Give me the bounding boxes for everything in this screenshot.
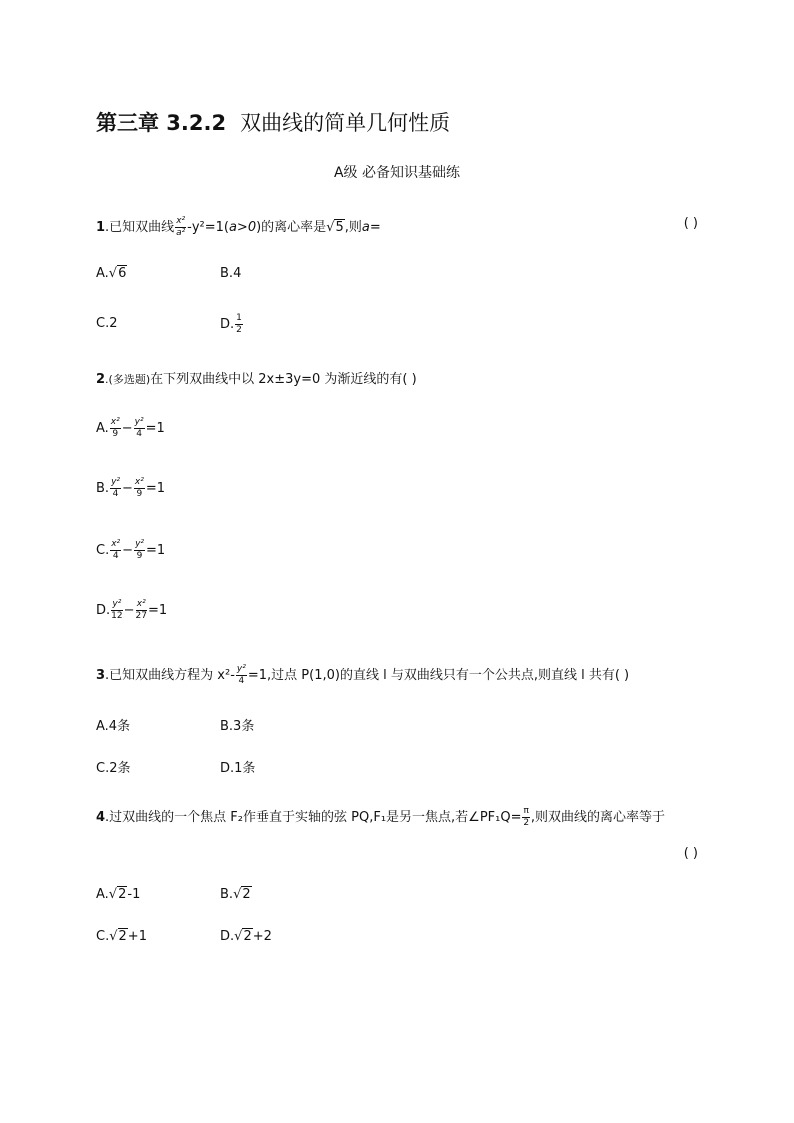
fraction-numerator: x² [136, 599, 146, 609]
fraction-numerator: y² [134, 417, 144, 427]
question-text: .已知双曲线方程为 x²- [105, 668, 235, 683]
fraction-numerator: x² [111, 539, 121, 549]
fraction-denominator: 4 [112, 489, 119, 499]
option-tail: +1 [127, 929, 147, 944]
question-number: 4 [96, 810, 106, 825]
fraction-denominator: 2 [523, 818, 530, 828]
fraction-numerator: y² [112, 599, 122, 609]
option-c[interactable]: C. $\frac{\text{x²}}{4}$ − $\frac{\text{y²}}{9}$ =1 [96, 539, 166, 561]
equation-tail: =1 [146, 543, 166, 558]
fraction-numerator: x² [176, 216, 186, 226]
answer-bracket: ( ) [683, 846, 698, 861]
fraction-numerator: x² [110, 417, 120, 427]
fraction [522, 807, 529, 828]
lesson-name: 双曲线的简单几何性质 [240, 111, 451, 135]
fraction [134, 418, 145, 439]
answer-bracket: ( ) [683, 216, 698, 231]
option-c[interactable]: C.2条 [96, 761, 131, 776]
fraction-numerator: y² [135, 539, 144, 549]
option-b[interactable]: B. $\frac{\text{y²}}{4}$ − $\frac{\text{x²}}{9}$ =1 [96, 477, 166, 499]
option-tail: +2 [252, 929, 272, 944]
fraction [134, 478, 145, 499]
question-text: .过双曲线的一个焦点 F₂作垂直于实轴的弦 PQ,F₁是另一焦点,若∠PF₁Q= [105, 810, 522, 825]
fraction-numerator: y² [111, 477, 120, 487]
question-tag: .(多选题) [105, 373, 151, 386]
option-label: A. [96, 887, 109, 902]
fraction [134, 540, 145, 561]
fraction-denominator: 4 [112, 551, 119, 561]
option-value: 2 [109, 316, 118, 331]
option-b[interactable] [220, 887, 252, 902]
option-b[interactable] [220, 266, 241, 281]
question-text: 在下列双曲线中以 2x±3y=0 为渐近线的有( ) [150, 372, 417, 387]
fraction-numerator: y² [236, 664, 246, 674]
option-label: C. [96, 316, 110, 331]
question-text: -y²=1( [187, 220, 229, 235]
option-value: 4 [233, 266, 242, 281]
fraction-numerator: π [523, 806, 529, 816]
sqrt-expression: √2 [109, 929, 127, 944]
radicand: 6 [118, 266, 127, 281]
question-1 [96, 216, 381, 238]
option-a[interactable] [96, 887, 140, 902]
option-label: B. [96, 481, 110, 496]
question-text: ,则双曲线的离心率等于 [530, 810, 666, 825]
option-a[interactable]: A. $\frac{\text{x²}}{9}$ − $\frac{\text{y²}}{4}$ =1 [96, 417, 165, 439]
sqrt-expression: √2 [234, 929, 252, 944]
radicand: 5 [335, 220, 344, 235]
sqrt-expression: √2 [108, 887, 127, 902]
fraction [136, 600, 147, 621]
section-heading: A级 必备知识基础练 [333, 165, 461, 181]
fraction [235, 314, 243, 335]
fraction [111, 600, 122, 621]
sqrt-expression: √2 [233, 887, 251, 902]
question-text: )的离心率是 [256, 220, 327, 235]
fraction-denominator: a² [176, 228, 186, 238]
question-number: 3 [96, 668, 106, 683]
radicand: 2 [118, 887, 127, 902]
fraction [236, 665, 247, 686]
option-label: B. [220, 887, 234, 902]
option-b[interactable]: B.3条 [220, 719, 255, 734]
option-label: A. [96, 421, 109, 436]
question-number: 2 [96, 372, 106, 387]
sqrt-expression: √5 [326, 220, 344, 235]
page-title [96, 107, 450, 137]
option-d[interactable]: D. $\frac{\text{y²}}{12}$ − $\frac{\text{x²}}{27}$ =1 [96, 599, 168, 621]
question-text: =1,过点 P(1,0)的直线 l 与双曲线只有一个公共点,则直线 l 共有( ) [247, 668, 630, 683]
option-a[interactable] [96, 266, 127, 281]
fraction [110, 418, 121, 439]
question-text: = [369, 220, 381, 235]
option-d[interactable] [220, 314, 244, 335]
option-label: D. [96, 603, 111, 618]
option-c[interactable] [96, 316, 118, 331]
sqrt-expression: √6 [108, 266, 127, 281]
option-d[interactable] [220, 929, 272, 944]
fraction-denominator: 4 [238, 676, 245, 686]
fraction-denominator: 2 [236, 325, 242, 335]
fraction-denominator: 9 [136, 489, 143, 499]
fraction-denominator: 9 [112, 429, 119, 439]
fraction-numerator: x² [134, 477, 144, 487]
question-3 [96, 664, 629, 686]
fraction [110, 540, 121, 561]
fraction [175, 217, 186, 238]
fraction-denominator: 9 [136, 551, 143, 561]
equation-tail: =1 [147, 603, 168, 618]
question-4 [96, 806, 665, 828]
option-label: C. [96, 929, 110, 944]
radicand: 2 [242, 887, 251, 902]
question-2 [96, 368, 417, 387]
option-a[interactable]: A.4条 [96, 719, 131, 734]
option-label: C. [96, 543, 110, 558]
chapter-label: 第三章 3.2.2 [96, 111, 227, 135]
radicand: 2 [118, 929, 127, 944]
option-label: A. [96, 266, 109, 281]
option-label: D. [220, 317, 235, 332]
fraction-denominator: 12 [111, 611, 123, 621]
fraction-denominator: 27 [135, 611, 147, 621]
option-label: B. [220, 266, 234, 281]
fraction-denominator: 4 [136, 429, 142, 439]
question-text: ,则 [344, 220, 362, 235]
equation-tail: =1 [145, 481, 166, 496]
option-label: D. [220, 929, 235, 944]
fraction [110, 478, 121, 499]
variable: a [361, 220, 370, 235]
fraction-numerator: 1 [236, 313, 242, 323]
radicand: 2 [243, 929, 252, 944]
option-tail: -1 [127, 887, 141, 902]
condition: a>0 [228, 220, 257, 235]
option-d[interactable]: D.1条 [220, 761, 256, 776]
question-text: .已知双曲线 [105, 220, 175, 235]
equation-tail: =1 [145, 421, 165, 436]
option-c[interactable] [96, 929, 147, 944]
question-number: 1 [96, 220, 106, 235]
